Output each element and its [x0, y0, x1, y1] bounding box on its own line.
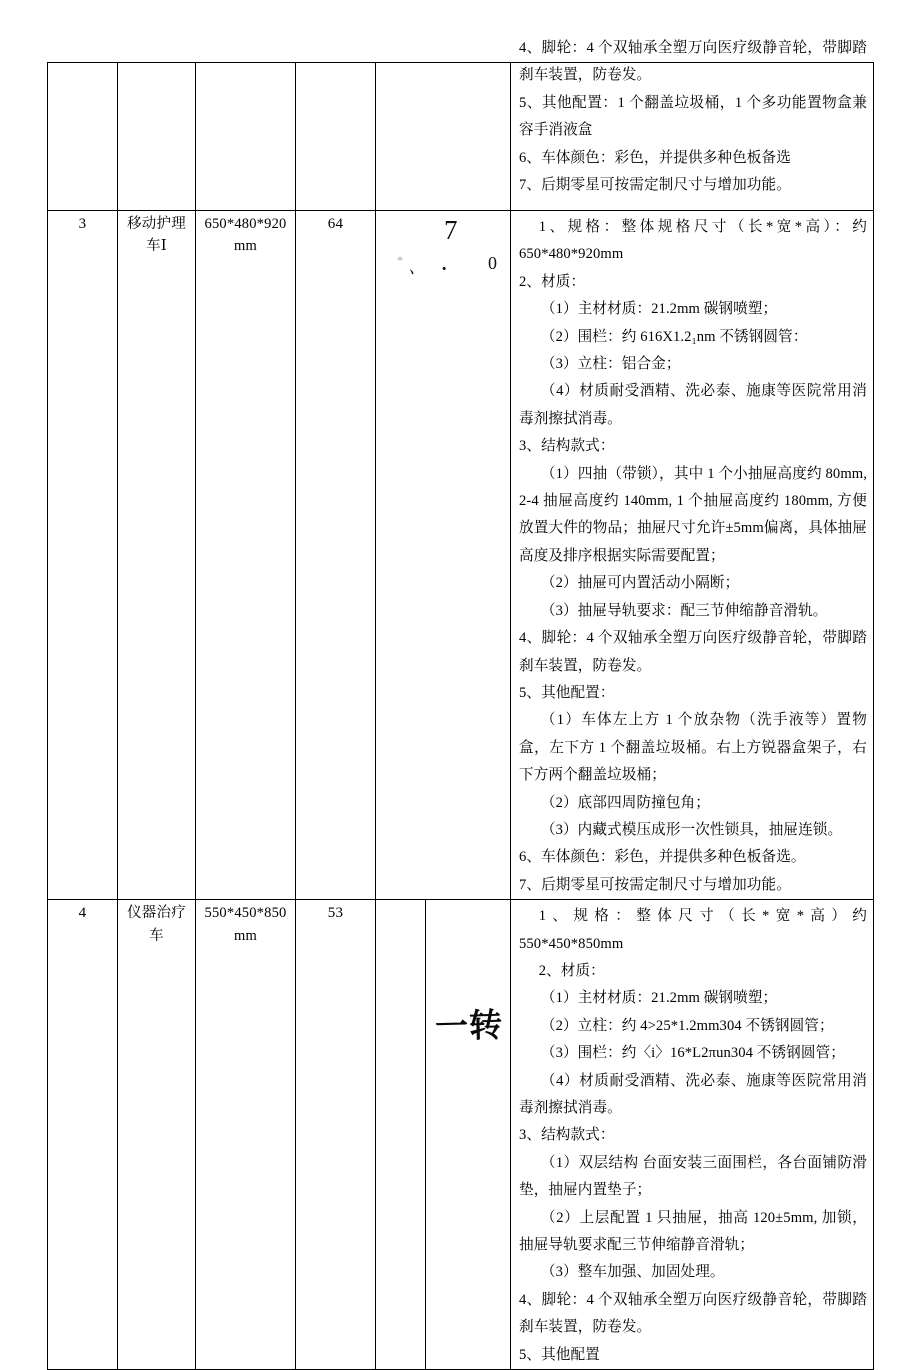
description-line: （2）立柱：约 4>25*1.2mm304 不锈钢圆管； [540, 1017, 834, 1034]
description-line: （2）底部四周防撞包角； [540, 794, 710, 811]
scan-artifact-dot: · [441, 259, 448, 280]
description-text [511, 211, 873, 899]
scan-artifact-seven: 7 [444, 215, 458, 245]
cell-description [511, 40, 874, 211]
description-line: （2）围栏：约 616X1.2₁nm 不锈钢圆管： [540, 328, 808, 345]
description-line: 7、后期零星可按需定制尺寸与增加功能。 [519, 177, 791, 194]
description-line: 6、车体颜色：彩色，并提供多种色板备选 [519, 149, 791, 166]
cell-qty [296, 211, 376, 900]
handwritten-annotation: 一转 [434, 1005, 504, 1046]
specification-table [47, 40, 874, 1370]
description-line: 3、结构款式： [519, 1127, 615, 1144]
description-line: （1）四抽（带锁），其中 1 个小抽屉高度约 80mm, 2-4 抽屉高度约 140mm, 1 个抽屉高度约 180mm, 方便放置大件的物品；抽屉尺寸允许±5mm偏离，具体抽屉高度及排序根据实际需要配置； [519, 465, 867, 564]
description-line: （3）立柱：铝合金； [540, 356, 681, 373]
scan-artifact-tick: 、 [407, 257, 429, 280]
description-line: （1）车体左上方 1 个放杂物（洗手液等）置物盒，左下方 1 个翻盖垃圾桶。右上方锐器盒架子，右下方两个翻盖垃圾桶； [519, 712, 867, 784]
description-line: 4、脚轮：4 个双轴承全塑万向医疗级静音轮，带脚踏刹车装置，防卷发。 [519, 1291, 867, 1336]
table-row [48, 900, 874, 1370]
table-row [48, 63, 874, 211]
cell-description [511, 900, 874, 1370]
description-line: 5、其他配置： [519, 684, 615, 701]
row-number: 3 [78, 216, 87, 232]
cell-mark [376, 211, 511, 900]
cell-no [48, 211, 118, 900]
cell-description [511, 211, 874, 900]
item-size: 650*480*920mm [204, 216, 287, 255]
description-line: 1、规格：整体尺寸（长*宽*高）约 550*450*850mm [519, 908, 867, 952]
description-line: （2）抽屉可内置活动小隔断； [540, 575, 740, 592]
cell-no [48, 63, 118, 211]
table-row [48, 211, 874, 900]
description-line: （4）材质耐受酒精、洗必泰、施康等医院常用消毒剂擦拭消毒。 [519, 1072, 867, 1116]
description-line: 2、材质： [538, 962, 605, 979]
description-line: （3）围栏：约〈i〉16*L2πun304 不锈钢圆管； [540, 1045, 845, 1062]
row-number [48, 63, 117, 67]
item-name: 移动护理车Ⅰ [127, 216, 186, 255]
description-line: 1、规格：整体规格尺寸（长*宽*高）：约 650*480*920mm [519, 219, 867, 263]
description-line: （2）上层配置 1 只抽屉，抽高 120±5mm, 加锁，抽屉导轨要求配三节伸缩静音滑轨； [519, 1209, 867, 1254]
cell-mark [376, 63, 511, 211]
description-line: 3、结构款式： [519, 438, 615, 455]
description-line: 2、材质： [519, 273, 586, 290]
item-name: 仪器治疗车 [127, 905, 186, 944]
item-mark [376, 211, 510, 215]
item-quantity: 53 [327, 905, 344, 922]
description-line: 6、车体颜色：彩色，并提供多种色板备选。 [519, 849, 806, 866]
cell-qty [296, 63, 376, 211]
cell-size [196, 900, 296, 1370]
description-text [511, 34, 873, 199]
description-line: （1）双层结构 台面安装三面围栏，各台面铺防滑垫，抽屉内置垫子； [519, 1154, 867, 1199]
item-quantity [296, 63, 375, 67]
cell-name [118, 63, 196, 211]
cell-gap [426, 900, 511, 1370]
description-line: 5、其他配置 [519, 1346, 600, 1363]
table-body [48, 40, 874, 1370]
scan-artifact-plus: * [397, 253, 403, 267]
description-line: （3）整车加强、加固处理。 [540, 1264, 725, 1281]
cell-mark [376, 900, 426, 1370]
description-line: 4、脚轮：4 个双轴承全塑万向医疗级静音轮，带脚踏刹车装置，防卷发。 [519, 630, 867, 674]
cell-size [196, 63, 296, 211]
description-line: （4）材质耐受酒精、洗必泰、施康等医院常用消毒剂擦拭消毒。 [519, 383, 867, 427]
cell-size [196, 211, 296, 900]
description-line: （3）抽屉导轨要求：配三节伸缩静音滑轨。 [540, 602, 828, 619]
cell-name [118, 900, 196, 1370]
item-name [118, 63, 195, 67]
item-quantity: 64 [327, 216, 344, 232]
description-line: （1）主材材质：21.2mm 碳钢喷塑； [540, 990, 778, 1007]
item-size: 550*450*850mm [204, 905, 287, 944]
description-line: （3）内藏式模压成形一次性锁具，抽屉连锁。 [540, 821, 843, 838]
description-line: 4、脚轮：4 个双轴承全塑万向医疗级静音轮，带脚踏刹车装置，防卷发。 [519, 40, 867, 84]
item-gap [426, 900, 510, 904]
item-mark [376, 63, 510, 67]
scan-artifact-zero: 0 [488, 253, 497, 273]
description-line: 5、其他配置：1 个翻盖垃圾桶，1 个多功能置物盒兼容手消液盒 [519, 94, 867, 139]
cell-no [48, 900, 118, 1370]
item-size [196, 63, 295, 67]
cell-name [118, 211, 196, 900]
description-line: （1）主材材质：21.2mm 碳钢喷塑； [540, 301, 778, 318]
item-mark [376, 900, 425, 904]
cell-qty [296, 900, 376, 1370]
description-text [511, 900, 873, 1369]
description-line: 7、后期零星可按需定制尺寸与增加功能。 [519, 876, 791, 893]
row-number: 4 [78, 905, 87, 922]
